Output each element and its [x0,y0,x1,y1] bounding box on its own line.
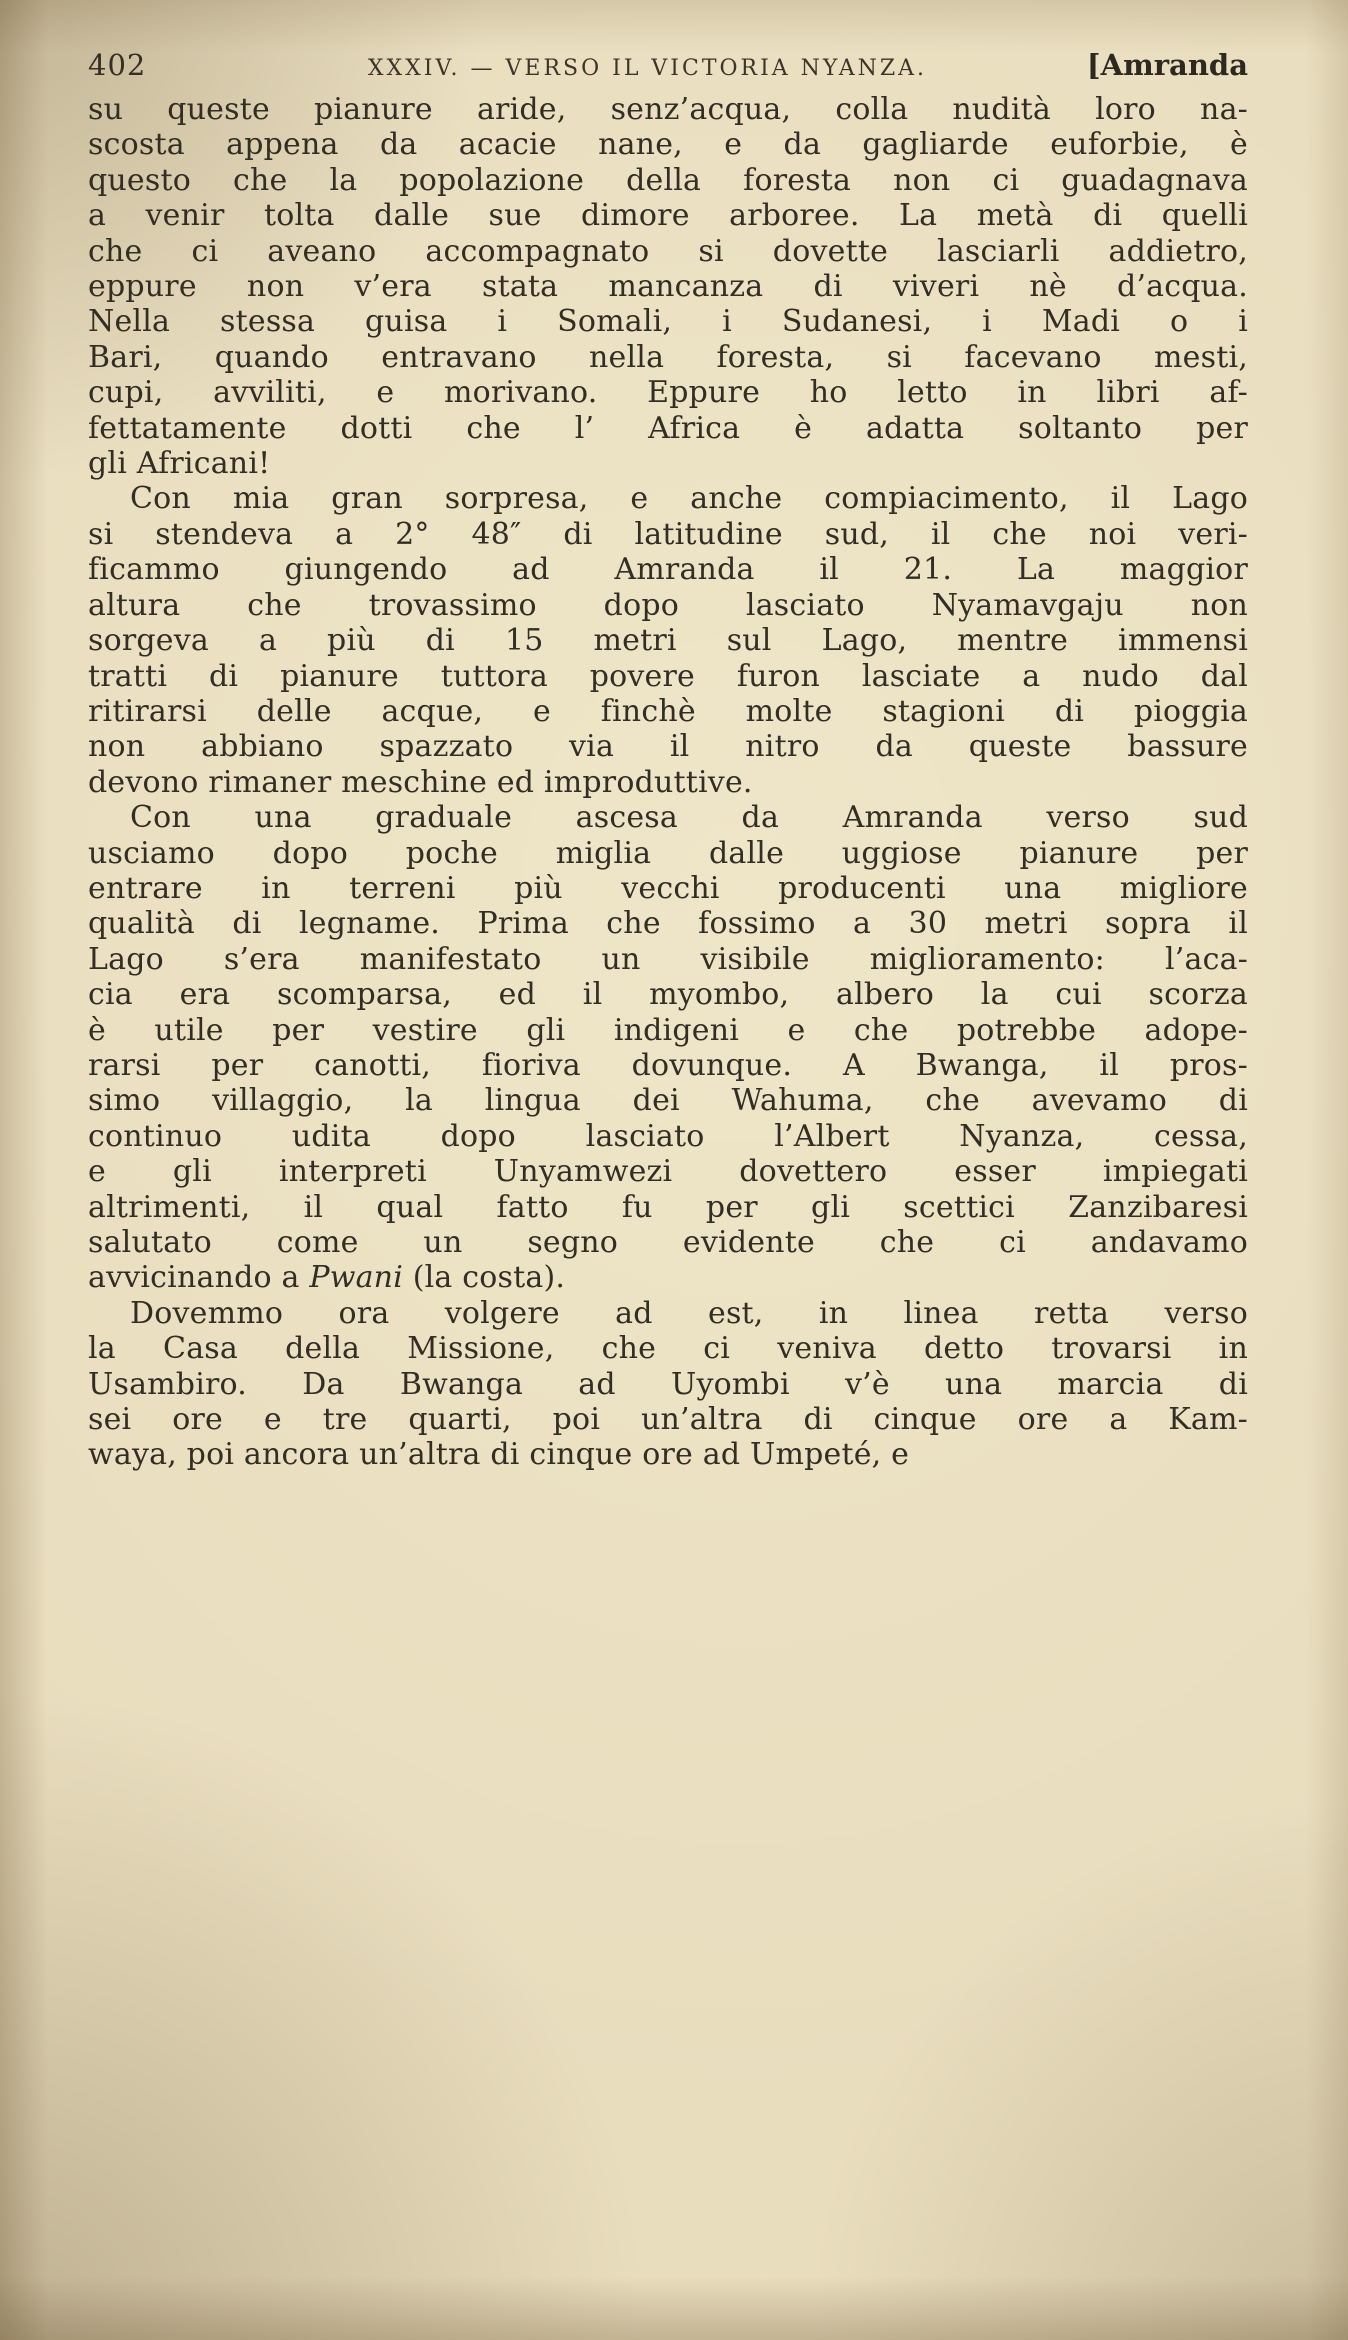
text-line: a venir tolta dalle sue dimore arboree. La metà di quelli [88,198,1248,234]
text-line: usciamo dopo poche miglia dalle uggiose pianure per [88,835,1248,871]
text-line: gli Africani! [88,446,271,482]
text-line: waya, poi ancora un’altra di cinque ore ad Umpeté, e [88,1437,910,1473]
text-line: questo che la popolazione della foresta non ci guadagnava [88,162,1248,198]
text-line: tratti di pianure tuttora povere furon lasciate a nudo dal [88,658,1248,694]
text-line: Nella stessa guisa i Somali, i Sudanesi, i Madi o i [88,304,1248,340]
page-header [88,48,1248,82]
text-line: altura che trovassimo dopo lasciato Nyamavgaju non [88,587,1248,623]
text-line: continuo udita dopo lasciato l’Albert Nyanza, cessa, [88,1118,1248,1154]
text-line: è utile per vestire gli indigeni e che potrebbe adope- [88,1012,1248,1048]
text-line: scosta appena da acacie nane, e da gagliarde euforbie, è [88,127,1248,163]
text-line: Con una graduale ascesa da Amranda verso sud [130,800,1248,836]
text-line: ficammo giungendo ad Amranda il 21. La maggior [88,552,1248,588]
text-line: non abbiano spazzato via il nitro da queste bassure [88,729,1248,765]
text-line: devono rimaner meschine ed improduttive. [88,764,753,800]
text-line: su queste pianure aride, senz’acqua, colla nudità loro na- [88,92,1248,127]
paragraph [88,800,1248,1296]
page-number: 402 [88,48,147,82]
text-line: simo villaggio, la lingua dei Wahuma, che avevamo di [88,1083,1248,1119]
text-line: rarsi per canotti, fioriva dovunque. A Bwanga, il pros- [88,1047,1248,1083]
paragraph [88,481,1248,800]
text-line: che ci aveano accompagnato si dovette lasciarli addietro, [88,233,1248,269]
text-line: si stendeva a 2° 48″ di latitudine sud, il che noi veri- [88,516,1248,552]
text-line: Usambiro. Da Bwanga ad Uyombi v’è una marcia di [88,1366,1248,1402]
running-title: XXXIV. — VERSO IL VICTORIA NYANZA. [367,56,928,81]
text-line: qualità di legname. Prima che fossimo a 30 metri sopra il [88,906,1248,942]
paragraph [88,1296,1248,1473]
paragraph [88,92,1248,481]
text-line: sei ore e tre quarti, poi un’altra di cinque ore a Kam- [88,1402,1248,1438]
text-line: Con mia gran sorpresa, e anche compiacimento, il Lago [130,481,1248,517]
text-line: entrare in terreni più vecchi producenti una migliore [88,870,1248,906]
text-line: avvicinando a Pwani (la costa). [88,1260,566,1296]
text-body [88,92,1248,1473]
text-line: fettatamente dotti che l’ Africa è adatta soltanto per [88,410,1248,446]
text-line: sorgeva a più di 15 metri sul Lago, mentre immensi [88,623,1248,659]
text-line: salutato come un segno evidente che ci andavamo [88,1225,1248,1260]
text-line: Bari, quando entravano nella foresta, si facevano mesti, [88,339,1248,375]
text-line: Lago s’era manifestato un visibile miglioramento: l’aca- [88,941,1248,977]
catchword: [Amranda [1086,48,1248,82]
text-line: cia era scomparsa, ed il myombo, albero la cui scorza [88,977,1248,1013]
text-line: cupi, avviliti, e morivano. Eppure ho letto in libri af- [88,375,1248,411]
text-line: la Casa della Missione, che ci veniva detto trovarsi in [88,1331,1248,1367]
text-line: Dovemmo ora volgere ad est, in linea retta verso [130,1295,1248,1331]
text-line: eppure non v’era stata mancanza di viveri nè d’acqua. [88,269,1248,305]
text-line: e gli interpreti Unyamwezi dovettero esser impiegati [88,1154,1248,1190]
text-line: ritirarsi delle acque, e finchè molte stagioni di pioggia [88,693,1248,729]
text-line: altrimenti, il qual fatto fu per gli scettici Zanzibaresi [88,1189,1248,1225]
